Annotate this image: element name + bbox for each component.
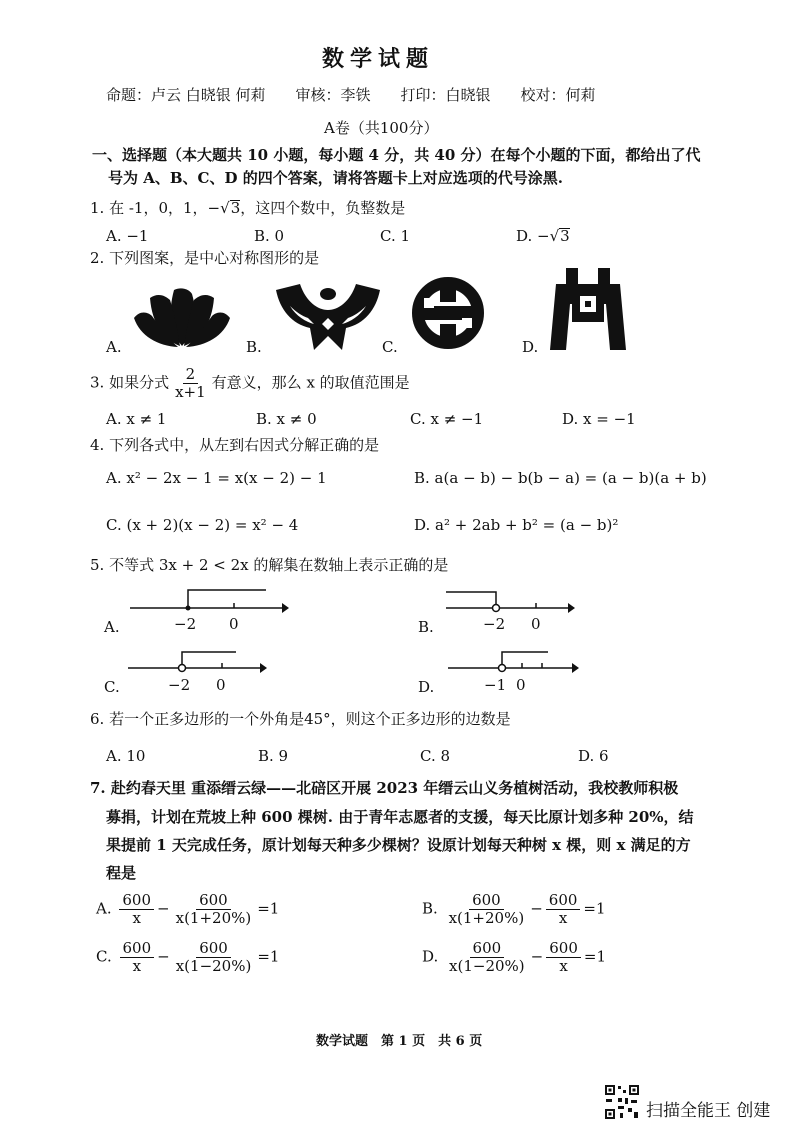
q6-option-d: D. 6 bbox=[578, 747, 609, 765]
q2-stem: 2. 下列图案，是中心对称图形的是 bbox=[90, 249, 320, 267]
q3-option-d: D. x = −1 bbox=[562, 410, 636, 428]
q7-line1: 7. 赴约春天里 重添缙云绿——北碚区开展 2023 年缙云山义务植树活动，我校教师积极 bbox=[90, 779, 679, 797]
q5-option-a: A. bbox=[104, 618, 120, 636]
qr-code-icon bbox=[604, 1084, 640, 1120]
credits-line: 命题：卢云 白晓银 何莉 审核：李铁 打印：白晓银 校对：何莉 bbox=[106, 86, 596, 104]
q5-option-c: C. bbox=[104, 678, 120, 696]
q5-b-label-zero: 0 bbox=[531, 615, 541, 633]
q2-option-c: C. bbox=[382, 338, 398, 356]
q1-option-a: A. −1 bbox=[106, 227, 149, 245]
q5-d-label-zero: 0 bbox=[516, 676, 526, 694]
q7-option-c: C. $\frac{600}{x}$ − $\frac{600}{x(1-20\%)}$ =1 bbox=[96, 939, 280, 975]
q4-option-c: C. (x + 2)(x − 2) = x² − 4 bbox=[106, 516, 299, 534]
q3-option-a: A. x ≠ 1 bbox=[106, 410, 167, 428]
q2-option-b: B. bbox=[246, 338, 262, 356]
q2-option-d: D. bbox=[522, 338, 539, 356]
q5-option-b: B. bbox=[418, 618, 434, 636]
number-line-b bbox=[442, 586, 576, 616]
shield-emblem-figure bbox=[272, 280, 384, 352]
q7-line2: 募捐，计划在荒坡上种 600 棵树. 由于青年志愿者的支援，每天比原计划多种 20%，结 bbox=[106, 808, 694, 826]
part-a-heading: A卷（共100分） bbox=[324, 119, 439, 137]
q7-line4: 程是 bbox=[106, 864, 137, 882]
q7-option-b: B. $\frac{600}{x(1+20\%)}$ − $\frac{600}{x}$ =1 bbox=[422, 891, 606, 927]
q7-line3: 果提前 1 天完成任务，原计划每天种多少棵树？设原计划每天种树 x 棵，则 x 满足的方 bbox=[106, 836, 691, 854]
q4-option-b: B. a(a − b) − b(b − a) = (a − b)(a + b) bbox=[414, 469, 707, 487]
coin-gate-figure bbox=[548, 264, 628, 354]
number-line-c bbox=[124, 646, 268, 676]
q6-stem: 6. 若一个正多边形的一个外角是45°，则这个正多边形的边数是 bbox=[90, 710, 511, 728]
q3-fraction: $\frac{2}{x+1}$ bbox=[175, 365, 206, 401]
q5-c-label-neg2: −2 bbox=[168, 676, 191, 694]
q1-option-d: D. −√3 bbox=[516, 227, 570, 245]
q3-stem: 3. 如果分式 $\frac{2}{x+1}$ 有意义，那么 x 的取值范围是 bbox=[90, 365, 410, 401]
q5-c-label-zero: 0 bbox=[216, 676, 226, 694]
q1-stem: 1. 在 -1，0，1，−√3，这四个数中，负整数是 bbox=[90, 199, 406, 217]
page-title: 数学试题 bbox=[322, 46, 435, 72]
section1-line2: 号为 A、B、C、D 的四个答案，请将答题卡上对应选项的代号涂黑. bbox=[108, 169, 563, 187]
q2-option-a: A. bbox=[106, 338, 122, 356]
number-line-a bbox=[126, 586, 290, 616]
q4-option-d: D. a² + 2ab + b² = (a − b)² bbox=[414, 516, 619, 534]
q4-stem: 4. 下列各式中，从左到右因式分解正确的是 bbox=[90, 436, 380, 454]
q7-option-a: A. $\frac{600}{x}$ − $\frac{600}{x(1+20\%)}$ =1 bbox=[96, 891, 280, 927]
q4-option-a: A. x² − 2x − 1 = x(x − 2) − 1 bbox=[106, 469, 327, 487]
q1-option-b: B. 0 bbox=[254, 227, 285, 245]
q5-stem: 5. 不等式 3x + 2 < 2x 的解集在数轴上表示正确的是 bbox=[90, 556, 449, 574]
section1-line1: 一、选择题（本大题共 10 小题，每小题 4 分，共 40 分）在每个小题的下面，都给出了代 bbox=[92, 146, 701, 164]
number-line-d bbox=[444, 646, 580, 676]
lotus-logo-figure bbox=[130, 284, 236, 348]
q5-a-label-neg2: −2 bbox=[174, 615, 197, 633]
q5-b-label-neg2: −2 bbox=[483, 615, 506, 633]
q6-option-a: A. 10 bbox=[106, 747, 146, 765]
q6-option-c: C. 8 bbox=[420, 747, 451, 765]
scanner-watermark: 扫描全能王 创建 bbox=[646, 1101, 771, 1121]
q1-option-c: C. 1 bbox=[380, 227, 411, 245]
q5-a-label-zero: 0 bbox=[229, 615, 239, 633]
circle-bar-logo-figure bbox=[410, 276, 486, 350]
page-footer: 数学试题 第 1 页 共 6 页 bbox=[316, 1034, 483, 1049]
q5-d-label-neg1: −1 bbox=[484, 676, 507, 694]
q3-option-c: C. x ≠ −1 bbox=[410, 410, 484, 428]
q3-option-b: B. x ≠ 0 bbox=[256, 410, 317, 428]
q6-option-b: B. 9 bbox=[258, 747, 289, 765]
q7-option-d: D. $\frac{600}{x(1-20\%)}$ − $\frac{600}{x}$ =1 bbox=[422, 939, 607, 975]
q5-option-d: D. bbox=[418, 678, 435, 696]
